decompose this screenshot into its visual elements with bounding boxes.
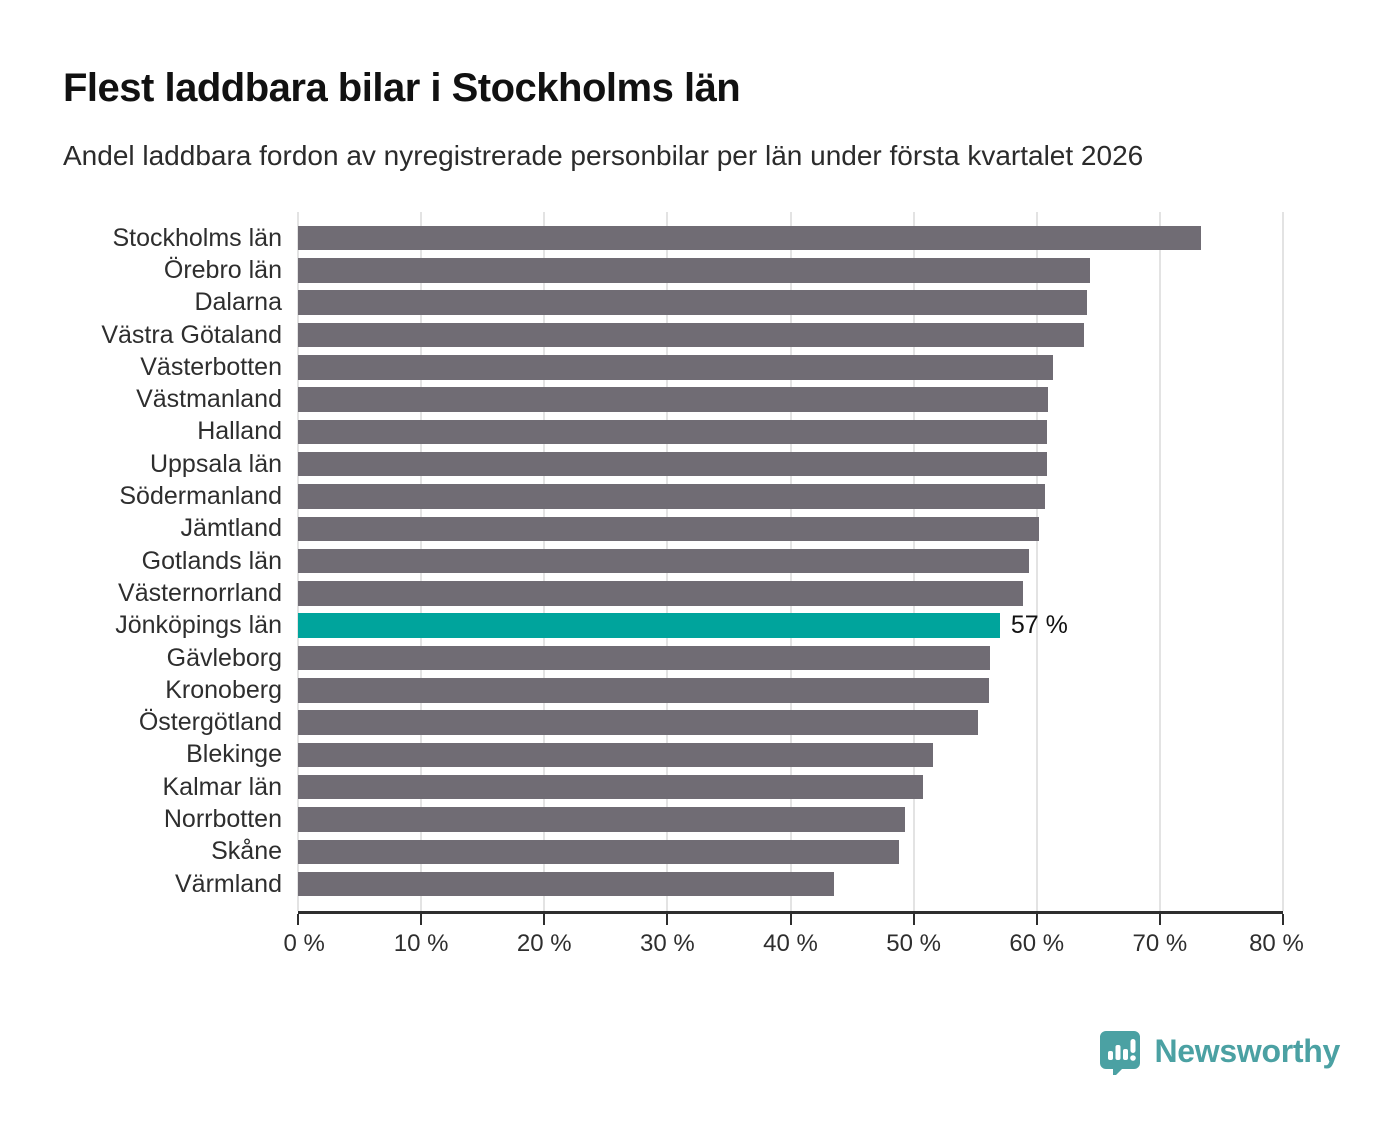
category-label: Värmland bbox=[175, 869, 282, 898]
bar-track bbox=[298, 743, 1283, 768]
bar-track bbox=[298, 807, 1283, 832]
bar bbox=[298, 775, 923, 800]
category-label: Gotlands län bbox=[141, 546, 282, 575]
chart-row bbox=[63, 351, 1283, 383]
bar bbox=[298, 290, 1087, 315]
bar bbox=[298, 484, 1045, 509]
category-label: Blekinge bbox=[186, 740, 282, 769]
bar bbox=[298, 646, 990, 671]
bar bbox=[298, 452, 1047, 477]
axis-tick-label: 40 % bbox=[763, 930, 818, 957]
category-label: Jämtland bbox=[180, 514, 282, 543]
category-label: Kronoberg bbox=[165, 675, 282, 704]
category-label: Gävleborg bbox=[166, 643, 282, 672]
axis-tick bbox=[790, 914, 792, 925]
chart-rows bbox=[63, 222, 1283, 900]
bar-track bbox=[298, 355, 1283, 380]
bar bbox=[298, 549, 1029, 574]
newsworthy-branding bbox=[1096, 1027, 1341, 1075]
chart-row bbox=[63, 254, 1283, 286]
category-label: Kalmar län bbox=[162, 772, 282, 801]
chart-row bbox=[63, 836, 1283, 868]
bar-track bbox=[298, 710, 1283, 735]
chart-row bbox=[63, 287, 1283, 319]
category-label: Uppsala län bbox=[149, 449, 282, 478]
bar bbox=[298, 678, 989, 703]
chart-subtitle: Andel laddbara fordon av nyregistrerade personbilar per län under första kvartalet 2026 bbox=[63, 140, 1144, 171]
bar bbox=[298, 258, 1090, 283]
chart-row bbox=[63, 545, 1283, 577]
category-label: Västernorrland bbox=[118, 578, 282, 607]
axis-tick bbox=[1282, 914, 1284, 925]
axis-tick-label: 80 % bbox=[1249, 930, 1304, 957]
axis-tick-label: 0 % bbox=[283, 930, 325, 957]
axis-tick bbox=[297, 914, 299, 925]
chart-row bbox=[63, 771, 1283, 803]
bar bbox=[298, 710, 978, 735]
category-label: Västmanland bbox=[136, 385, 282, 414]
newsworthy-logo-text: Newsworthy bbox=[1154, 1032, 1340, 1069]
chart-row bbox=[63, 674, 1283, 706]
bar-track bbox=[298, 610, 1283, 639]
bar-track bbox=[298, 872, 1283, 897]
axis-tick-label: 20 % bbox=[516, 930, 572, 957]
chart-row bbox=[63, 739, 1283, 771]
chart-row bbox=[63, 868, 1283, 900]
bar-track bbox=[298, 387, 1283, 412]
bar bbox=[298, 840, 899, 865]
axis-tick-label: 50 % bbox=[886, 930, 941, 957]
axis-tick bbox=[1159, 914, 1161, 925]
bar bbox=[298, 581, 1023, 606]
x-axis bbox=[283, 911, 1304, 957]
chart-row bbox=[63, 513, 1283, 545]
bar bbox=[298, 420, 1047, 445]
bar-track bbox=[298, 226, 1283, 251]
bar-value-label: 57 % bbox=[1010, 610, 1068, 639]
bar-track bbox=[298, 258, 1283, 283]
bar-track bbox=[298, 678, 1283, 703]
bar-track bbox=[298, 323, 1283, 348]
category-label: Södermanland bbox=[119, 482, 282, 511]
chart-row bbox=[63, 383, 1283, 415]
axis-tick bbox=[1036, 914, 1038, 925]
bar bbox=[298, 807, 905, 832]
bar-track bbox=[298, 420, 1283, 445]
axis-tick bbox=[666, 914, 668, 925]
bar bbox=[298, 743, 933, 768]
chart-row bbox=[63, 448, 1283, 480]
category-label: Skåne bbox=[211, 837, 282, 866]
category-label: Västerbotten bbox=[140, 352, 282, 381]
bar bbox=[298, 517, 1039, 542]
bar-track bbox=[298, 484, 1283, 509]
category-label: Jönköpings län bbox=[115, 611, 282, 640]
axis-tick-label: 30 % bbox=[640, 930, 695, 957]
axis-tick-label: 70 % bbox=[1132, 930, 1188, 957]
axis-tick-label: 10 % bbox=[393, 930, 449, 957]
chart-row bbox=[63, 416, 1283, 448]
bar-track bbox=[298, 517, 1283, 542]
bar bbox=[298, 872, 834, 897]
category-label: Stockholms län bbox=[112, 223, 282, 252]
chart-row bbox=[63, 803, 1283, 835]
chart-row bbox=[63, 706, 1283, 738]
bar-chart bbox=[63, 222, 1304, 992]
category-label: Östergötland bbox=[138, 708, 282, 737]
chart-row bbox=[63, 222, 1283, 254]
chart-row bbox=[63, 610, 1283, 642]
bar-track bbox=[298, 452, 1283, 477]
category-label: Norrbotten bbox=[163, 804, 282, 833]
newsworthy-logo-icon bbox=[1096, 1027, 1144, 1075]
page-title: Flest laddbara bilar i Stockholms län bbox=[63, 66, 741, 110]
axis-tick bbox=[913, 914, 915, 925]
bar bbox=[298, 355, 1053, 380]
chart-row bbox=[63, 577, 1283, 609]
category-label: Örebro län bbox=[163, 255, 282, 284]
category-label: Dalarna bbox=[194, 288, 282, 317]
chart-row bbox=[63, 642, 1283, 674]
bar-track bbox=[298, 581, 1283, 606]
chart-row bbox=[63, 480, 1283, 512]
bar-track bbox=[298, 549, 1283, 574]
category-label: Västra Götaland bbox=[101, 320, 282, 349]
chart-row bbox=[63, 319, 1283, 351]
bar bbox=[298, 387, 1048, 412]
bar-track bbox=[298, 646, 1283, 671]
bar-track bbox=[298, 775, 1283, 800]
bar bbox=[298, 226, 1201, 251]
axis-tick bbox=[420, 914, 422, 925]
bar-track bbox=[298, 290, 1283, 315]
highlighted-bar bbox=[298, 613, 1000, 638]
bar bbox=[298, 323, 1084, 348]
axis-tick-label: 60 % bbox=[1009, 930, 1065, 957]
axis-tick bbox=[543, 914, 545, 925]
bar-track bbox=[298, 840, 1283, 865]
category-label: Halland bbox=[197, 417, 282, 446]
